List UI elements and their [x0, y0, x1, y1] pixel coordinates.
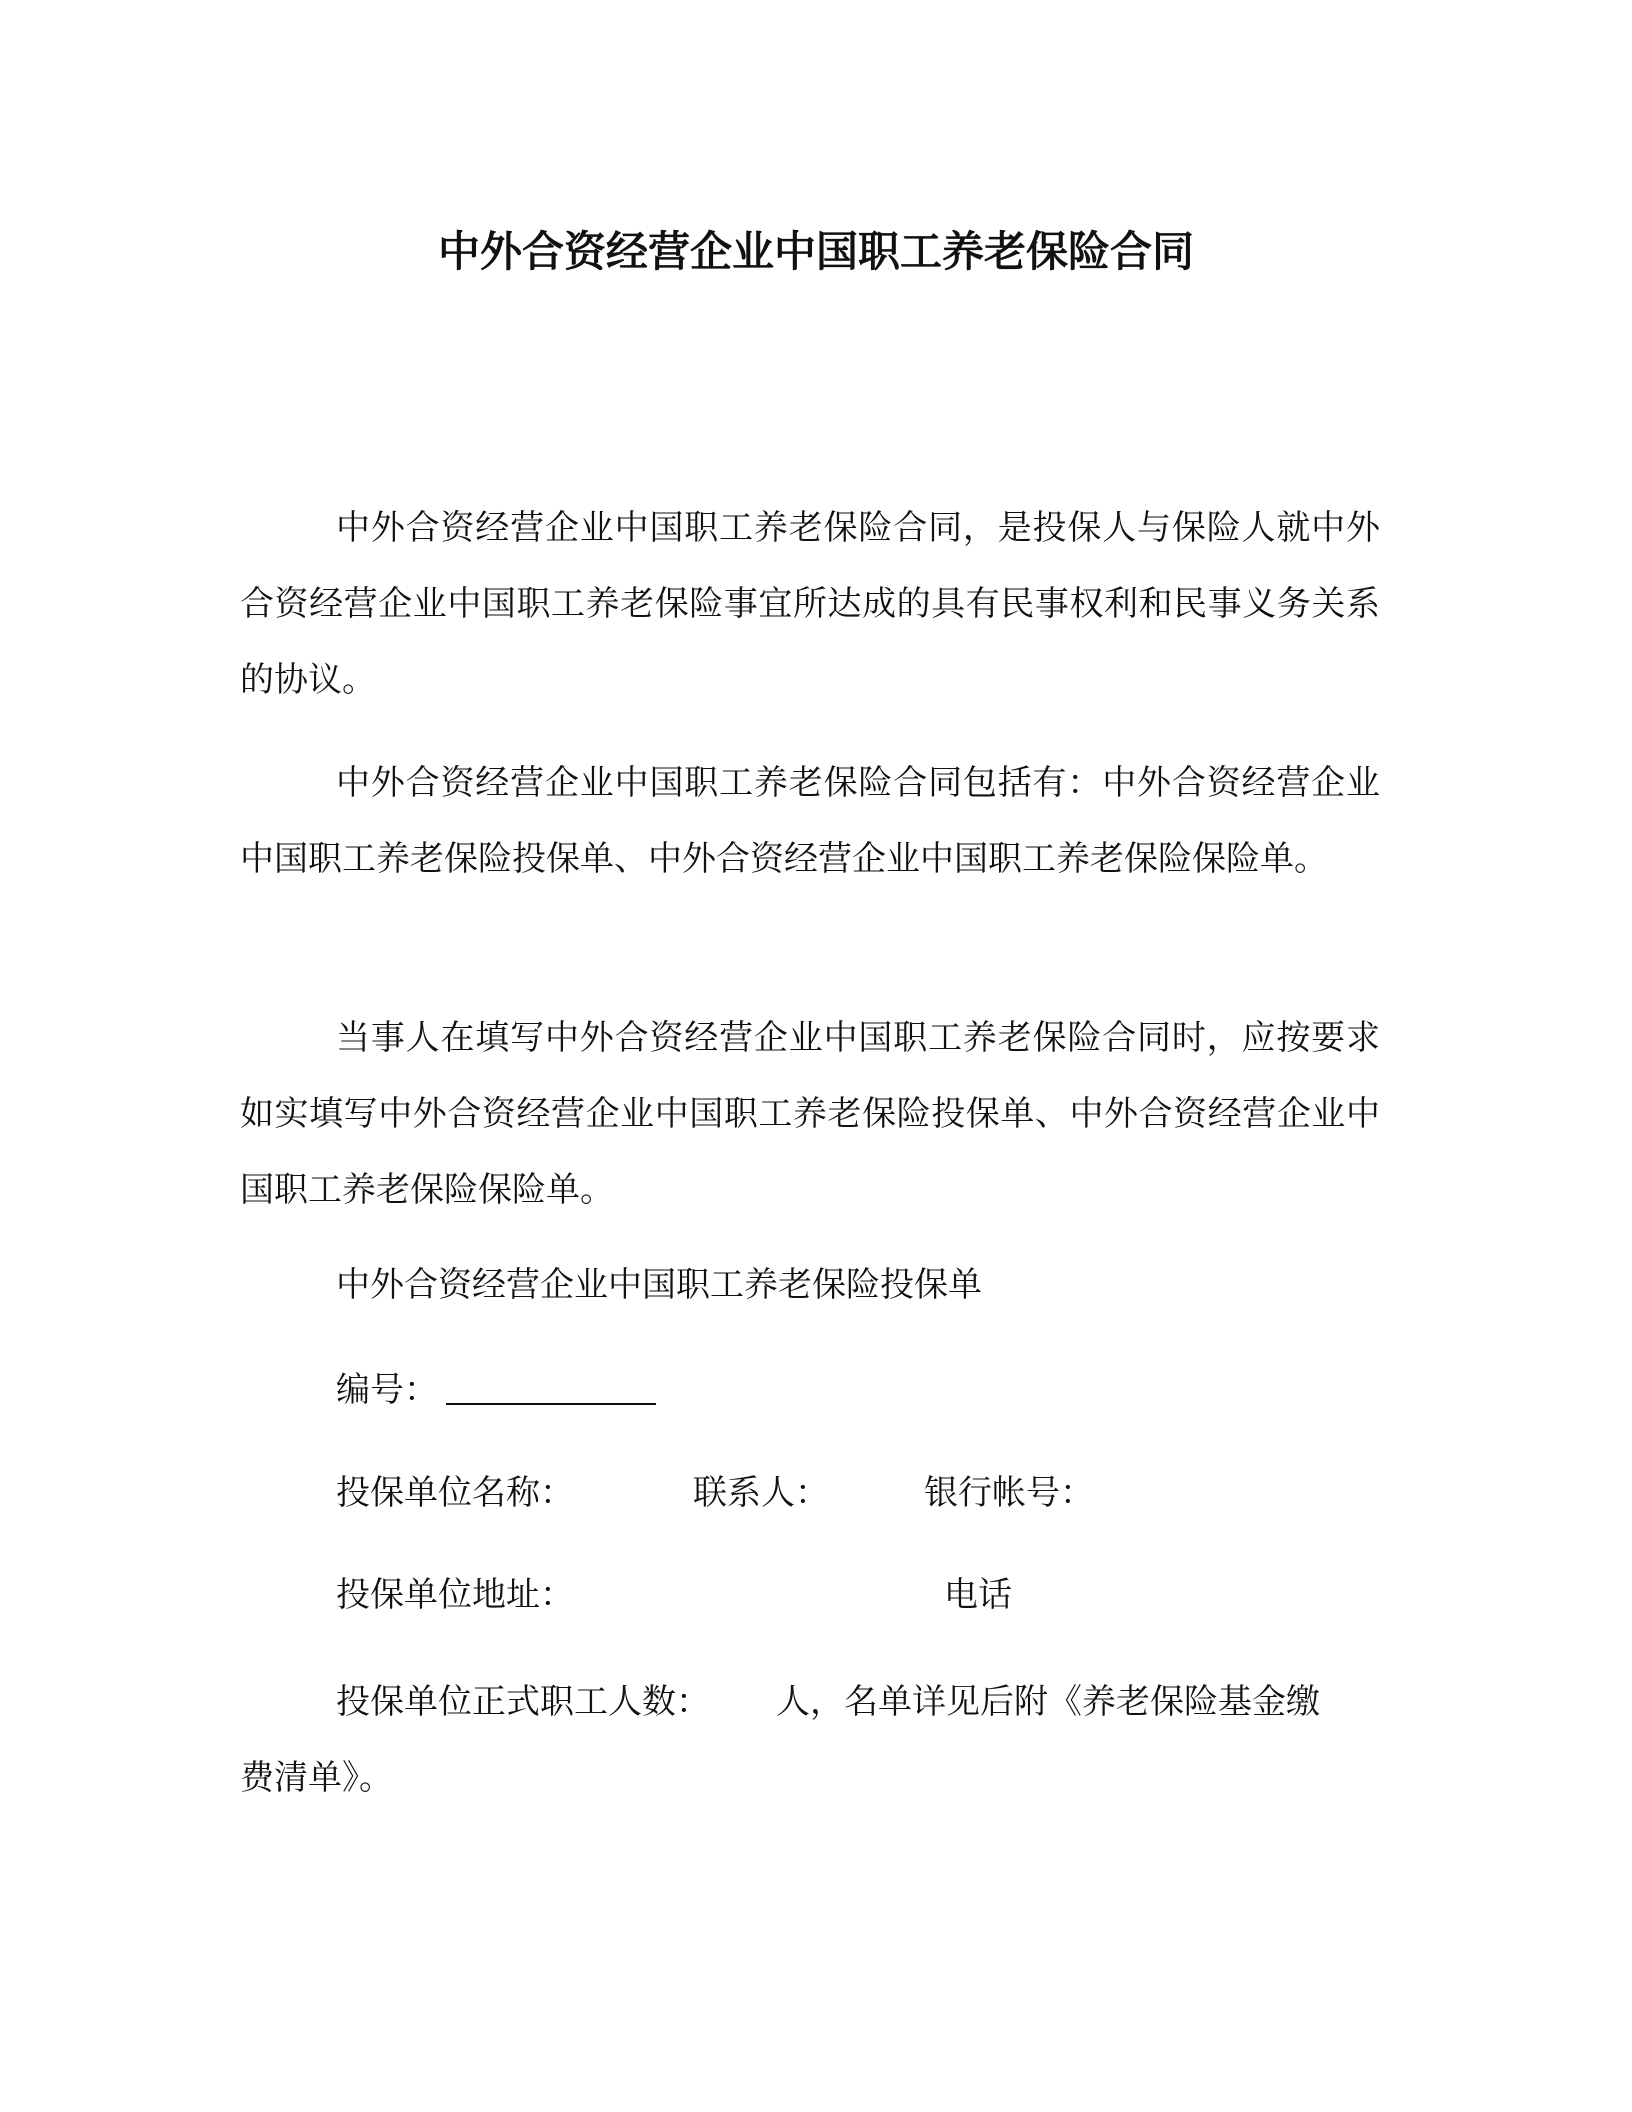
contact-label: 联系人：	[693, 1473, 829, 1513]
paragraph-contents: 中外合资经营企业中国职工养老保险合同包括有：中外合资经营企业中国职工养老保险投保单、中外合资经营企业中国职工养老保险保险单。	[240, 763, 1380, 879]
unit-address-label: 投保单位地址：	[336, 1575, 574, 1615]
employees-label: 投保单位正式职工人数：	[336, 1682, 710, 1722]
employees-suffix-line1: 人，名单详见后附《养老保险基金缴	[776, 1682, 1320, 1722]
document-title: 中外合资经营企业中国职工养老保险合同	[437, 227, 1194, 276]
phone-label: 电话	[944, 1575, 1012, 1615]
number-field	[336, 1360, 656, 1420]
employees-suffix-line2: 费清单》。	[240, 1758, 393, 1798]
unit-name-label: 投保单位名称：	[336, 1473, 574, 1513]
bank-account-label: 银行帐号：	[924, 1473, 1094, 1513]
paragraph-requirements: 当事人在填写中外合资经营企业中国职工养老保险合同时，应按要求如实填写中外合资经营企业中国职工养老保险投保单、中外合资经营企业中国职工养老保险保险单。	[240, 1018, 1380, 1210]
number-label: 编号：	[336, 1370, 438, 1410]
paragraph-definition: 中外合资经营企业中国职工养老保险合同，是投保人与保险人就中外合资经营企业中国职工养老保险事宜所达成的具有民事权利和民事义务关系的协议。	[240, 508, 1380, 700]
number-blank[interactable]	[446, 1369, 656, 1405]
form-title: 中外合资经营企业中国职工养老保险投保单	[336, 1265, 982, 1305]
